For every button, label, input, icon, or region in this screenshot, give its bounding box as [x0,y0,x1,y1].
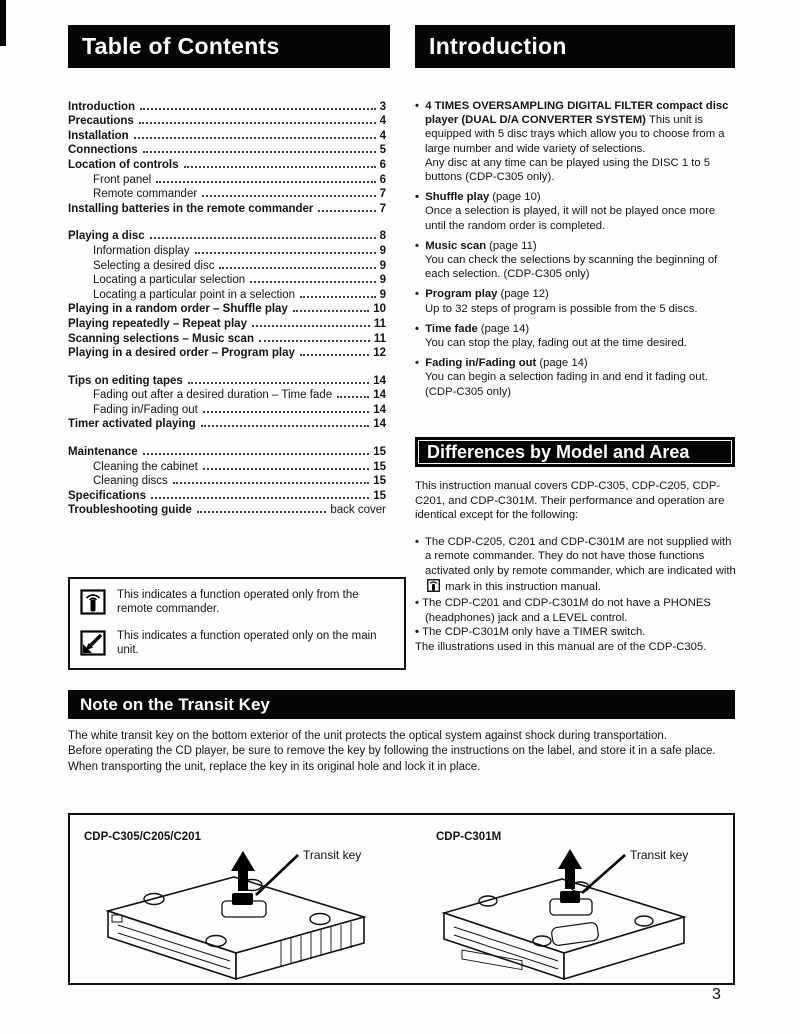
differences-body [415,479,739,655]
feature-title: Music scan [425,239,487,252]
toc-leader-dots [143,453,370,455]
feature-body-2: Any disc at any time can be played using the DISC 1 to 5 buttons (CDP-C305 only). [425,156,711,184]
toc-row [68,458,386,473]
toc-leader-dots [293,310,369,312]
toc-row [68,416,386,431]
feature-title: Time fade [425,322,478,335]
toc-row [68,315,386,330]
legend-row-remote [80,588,394,620]
toc-leader-dots [203,411,369,413]
toc-entry-label: Scanning selections – Music scan [68,332,254,345]
toc-leader-dots [134,137,376,139]
toc-page-number: 15 [373,489,386,502]
toc-page-number: 15 [373,460,386,473]
scan-artifact-mark [0,0,6,46]
toc-entry-label: Playing repeatedly – Repeat play [68,317,247,330]
feature-page-ref: (page 11) [489,239,537,252]
icon-legend-box [68,577,406,670]
toc-entry-label: Playing a disc [68,230,145,243]
toc-page-number: 4 [379,129,386,142]
toc-page-number: 14 [373,418,386,431]
differences-bullet: • The CDP-C201 and CDP-C301M do not have a PHONES (headphones) jack and a LEVEL control. [415,596,739,625]
toc-entry-label: Playing in a random order – Shuffle play [68,303,288,316]
toc-entry-label: Information display [93,244,190,257]
toc-group [68,443,386,516]
toc-row [68,186,386,201]
transit-body-text [68,729,746,775]
toc-row [68,502,386,517]
intro-bullet [415,99,737,184]
toc-page-number: 8 [379,230,386,243]
toc-leader-dots [139,122,376,124]
toc-leader-dots [201,425,370,427]
toc-row [68,228,386,243]
toc-entry-label: Connections [68,144,138,157]
toc-row [68,401,386,416]
toc-entry-label: Locating a particular point in a selection [93,288,296,301]
toc-row [68,345,386,360]
feature-body: You can check the selections by scanning the beginning of each selection. (CDP-C305 only) [425,254,718,281]
toc-row [68,113,386,128]
transit-title-text: Note on the Transit Key [80,694,270,714]
feature-body: Up to 32 steps of program is possible from the 5 discs. [425,302,698,315]
toc-leader-dots [318,210,375,212]
toc-leader-dots [140,108,376,110]
transit-paragraph: Before operating the CD player, be sure to remove the key by following the instructions on the label, and store it in a safe place. [68,745,716,758]
toc-leader-dots [156,181,375,183]
toc-leader-dots [259,340,370,342]
differences-title-text: Differences by Model and Area [427,441,690,462]
toc-row [68,387,386,402]
toc-title-text: Table of Contents [82,33,280,59]
cd-player-bottom-illustration-left [76,841,406,981]
toc-leader-dots [151,497,369,499]
toc-page-number: 14 [373,374,386,387]
legend-remote-text: This indicates a function operated only from the remote commander. [117,589,359,616]
toc-entry-label: Cleaning discs [93,475,168,488]
intro-bullet [415,190,737,233]
toc-group [68,372,386,430]
toc-row [68,473,386,488]
introduction-body [415,99,737,405]
differences-intro: This instruction manual covers CDP-C305, CDP-C205, CDP-C201, and CDP-C301M. Their performance and operation are identical except for the following: [415,480,725,522]
toc-page-number: 6 [379,173,386,186]
transit-paragraph: The white transit key on the bottom exterior of the unit protects the optical system against shock during transportation. [68,730,667,742]
transit-key-callout-left: Transit key [303,848,362,862]
model-label-left: CDP-C305/C205/C201 [84,831,201,843]
toc-page-number: 3 [379,100,386,113]
toc-leader-dots [300,354,369,356]
toc-page-number: 15 [373,475,386,488]
toc-entry-label: Fading out after a desired duration – Time fade [93,389,333,402]
toc-leader-dots [337,396,369,398]
feature-body: This unit is equipped with 5 disc trays which allow you to choose from a large number and wide variety of selections. [425,114,725,155]
toc-leader-dots [143,151,376,153]
transit-key-illustration-box [68,813,735,985]
toc-leader-dots [188,382,369,384]
toc-entry-label: Locating a particular selection [93,274,246,287]
feature-page-ref: (page 12) [500,288,549,301]
transit-paragraph: When transporting the unit, replace the key in its original hole and lock it in place. [68,760,481,773]
toc-leader-dots [195,252,376,254]
intro-title-text: Introduction [429,33,567,59]
toc-entry-label: Fading in/Fading out [93,403,198,416]
toc-page-number: 14 [373,389,386,402]
toc-row [68,301,386,316]
intro-bullet [415,239,737,282]
differences-footer: The illustrations used in this manual are of the CDP-C305. [415,640,707,653]
toc-row [68,330,386,345]
toc-page-number: 7 [379,188,386,201]
toc-leader-dots [203,468,369,470]
toc-entry-label: Installing batteries in the remote commander [68,202,314,215]
toc-page-number: back cover [330,504,386,517]
toc-group [68,228,386,359]
toc-leader-dots [219,267,375,269]
toc-row [68,272,386,287]
toc-leader-dots [252,325,370,327]
feature-title: Fading in/Fading out [425,357,537,370]
remote-commander-icon [427,579,440,597]
remote-commander-icon [80,589,106,620]
toc-row [68,286,386,301]
toc-entry-label: Troubleshooting guide [68,504,192,517]
toc-leader-dots [250,281,375,283]
toc-row [68,443,386,458]
toc-leader-dots [300,296,376,298]
toc-page-number: 12 [373,347,386,360]
toc-page-number: 9 [379,288,386,301]
differences-section-title [415,437,735,467]
toc-page-number: 9 [379,259,386,272]
toc-entry-label: Tips on editing tapes [68,374,183,387]
differences-bullet: • The CDP-C301M only have a TIMER switch. [415,625,739,640]
diff-text-after-icon: mark in this instruction manual. [445,580,601,593]
toc-row [68,171,386,186]
feature-title: Program play [425,288,498,301]
toc-entry-label: Cleaning the cabinet [93,460,198,473]
intro-bullet [415,287,737,315]
toc-section-title [68,25,390,68]
toc-entry-label: Location of controls [68,158,179,171]
toc-row [68,200,386,215]
main-unit-icon [80,630,106,661]
feature-body: You can stop the play, fading out at the time desired. [425,337,687,350]
feature-title: 4 TIMES OVERSAMPLING DIGITAL FILTER compact disc player (DUAL D/A CONVERTER SYSTEM) [425,100,729,127]
table-of-contents [68,98,386,529]
toc-entry-label: Playing in a desired order – Program play [68,347,295,360]
toc-entry-label: Introduction [68,100,136,113]
toc-group [68,98,386,215]
toc-page-number: 5 [379,144,386,157]
toc-page-number: 9 [379,244,386,257]
toc-row [68,257,386,272]
toc-row [68,98,386,113]
toc-page-number: 7 [379,202,386,215]
feature-page-ref: (page 14) [539,357,588,370]
toc-leader-dots [150,237,376,239]
toc-entry-label: Remote commander [93,188,198,201]
legend-row-main-unit [80,629,394,661]
feature-body: You can begin a selection fading in and end it fading out. (CDP-C305 only) [425,371,708,398]
toc-entry-label: Front panel [93,173,152,186]
toc-leader-dots [202,195,375,197]
intro-section-title [415,25,735,68]
toc-page-number: 14 [373,403,386,416]
transit-section-title [68,690,735,719]
model-label-right: CDP-C301M [436,831,502,843]
feature-page-ref: (page 14) [480,322,530,335]
feature-body: Once a selection is played, it will not be played once more until the random order is completed. [425,205,716,232]
toc-row [68,142,386,157]
toc-page-number: 6 [379,158,386,171]
feature-page-ref: (page 10) [492,191,541,204]
toc-row [68,242,386,257]
toc-entry-label: Precautions [68,115,134,128]
toc-row [68,156,386,171]
toc-page-number: 9 [379,274,386,287]
toc-entry-label: Timer activated playing [68,418,196,431]
toc-entry-label: Specifications [68,489,146,502]
differences-bullet [415,535,739,596]
toc-page-number: 10 [373,303,386,316]
toc-page-number: 11 [373,332,386,345]
toc-row [68,487,386,502]
diff-text-before-icon: The CDP-C205, C201 and CDP-C301M are not supplied with a remote commander. They do not have those functions activated only by remote commander, which are indicated with [425,535,736,577]
toc-row [68,372,386,387]
toc-leader-dots [173,482,369,484]
toc-page-number: 11 [373,317,386,330]
feature-title: Shuffle play [425,191,490,204]
toc-leader-dots [197,511,326,513]
toc-page-number: 4 [379,115,386,128]
intro-bullet [415,356,737,399]
legend-main-unit-text: This indicates a function operated only on the main unit. [117,630,377,657]
toc-page-number: 15 [373,446,386,459]
cd-player-bottom-illustration-right [422,841,727,981]
page-number: 3 [712,986,721,1003]
toc-entry-label: Installation [68,129,129,142]
toc-leader-dots [184,166,376,168]
toc-entry-label: Maintenance [68,446,138,459]
toc-row [68,127,386,142]
transit-key-callout-right: Transit key [630,848,689,862]
intro-bullet [415,322,737,350]
toc-entry-label: Selecting a desired disc [93,259,215,272]
